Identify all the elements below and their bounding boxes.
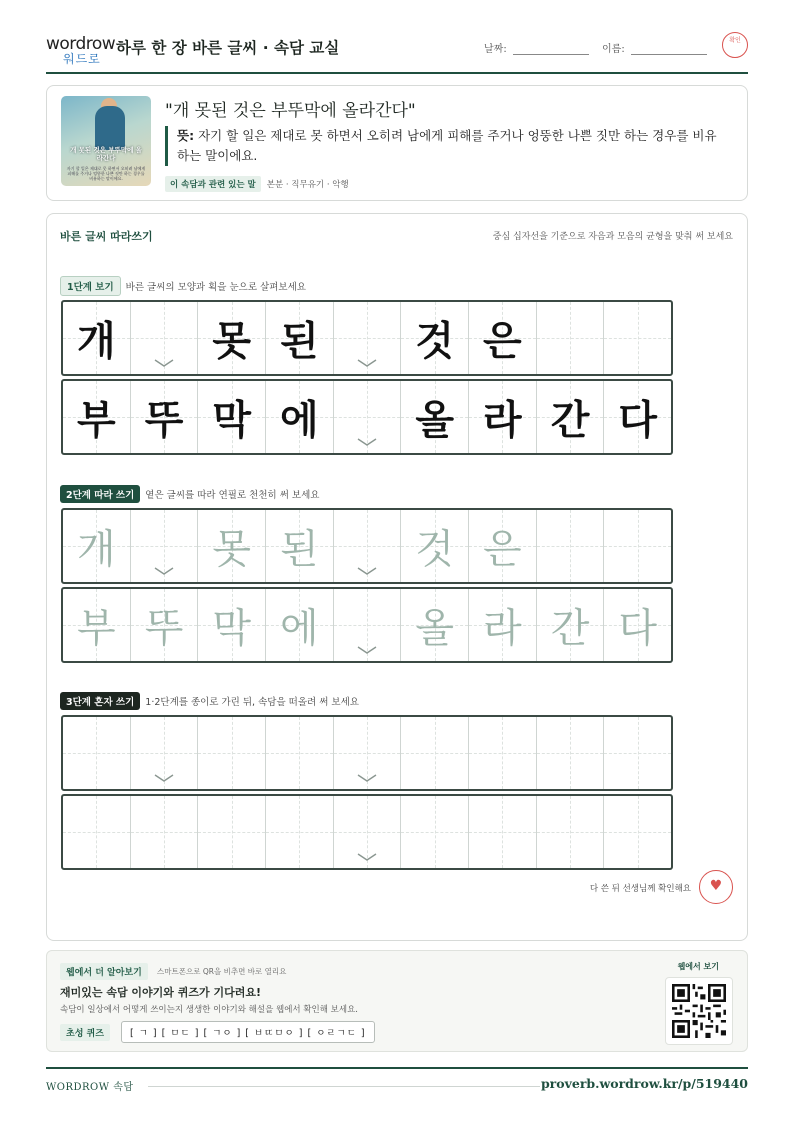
space-mark-icon [356,566,378,576]
writing-cell[interactable] [198,796,266,868]
space-mark-icon [153,566,175,576]
writing-cell[interactable] [469,589,537,661]
writing-cell[interactable] [537,510,605,582]
writing-character: 올 [415,397,455,444]
writing-cell[interactable] [334,510,402,582]
web-headline: 재미있는 속담 이야기와 퀴즈가 기다려요! [60,986,261,999]
heart-stamp-icon: ♥ [699,870,733,904]
writing-cell [469,381,537,453]
meaning-label: 뜻: [177,128,195,143]
writing-character: 개 [77,318,116,365]
proverb-meaning [165,126,725,166]
writing-cell[interactable] [198,717,266,789]
writing-cell[interactable] [198,510,266,582]
writing-cell[interactable] [604,796,671,868]
writing-cell[interactable] [401,589,469,661]
writing-cell[interactable] [469,717,537,789]
qr-label: 웹에서 보기 [677,962,719,971]
writing-character: 부 [77,397,116,444]
practice-section [46,213,748,941]
step2-header [60,485,319,503]
space-mark-icon [356,773,378,783]
writing-cell[interactable] [63,589,131,661]
writing-cell [266,381,334,453]
writing-cell[interactable] [131,796,199,868]
writing-character: 에 [280,605,319,652]
writing-cell [401,302,469,374]
writing-cell [63,381,131,453]
writing-cell[interactable] [604,717,671,789]
writing-character: 못 [212,526,251,573]
writing-character: 막 [212,605,251,652]
web-promo-box [46,950,748,1052]
date-field[interactable] [484,40,589,55]
page-title: 하루 한 장 바른 글씨 · 속담 교실 [116,39,340,57]
date-label: 날짜: [484,44,507,55]
footer-brand: WORDROW 속담 [46,1082,134,1093]
writing-cell [469,302,537,374]
page-footer [46,1067,748,1097]
name-field[interactable] [602,40,707,55]
step1-desc: 바른 글씨의 모양과 획을 눈으로 살펴보세요 [125,282,306,293]
writing-character: 것 [415,318,455,365]
writing-character: 은 [483,526,522,573]
space-mark-icon [153,773,175,783]
writing-cell[interactable] [266,510,334,582]
writing-character: 된 [280,318,319,365]
writing-cell[interactable] [604,510,671,582]
logo-sub-text: 워드로 [63,52,101,66]
qr-code-icon[interactable] [665,977,733,1045]
step2-desc: 옅은 글씨를 따라 연필로 천천히 써 보세요 [145,490,320,501]
writing-character: 라 [483,605,522,652]
proverb-text: "개 못된 것은 부뚜막에 올라간다" [165,101,416,121]
stamp-text: 확인 [729,37,741,44]
writing-cell [131,302,199,374]
step2-badge: 2단계 따라 쓰기 [60,485,140,503]
writing-cell [537,381,605,453]
date-line[interactable] [513,54,589,55]
related-words-list: 본분 · 직무유기 · 악행 [266,180,349,190]
writing-cell [198,381,266,453]
writing-character: 간 [550,397,590,444]
writing-cell [604,381,671,453]
related-label: 이 속담과 관련 있는 말 [165,176,261,192]
writing-character: 개 [77,526,116,573]
writing-cell[interactable] [131,717,199,789]
writing-cell [537,302,605,374]
writing-character: 다 [618,605,658,652]
writing-cell [604,302,671,374]
step3-header [60,692,359,710]
logo-main-text: wordrow [46,34,116,54]
writing-cell[interactable] [334,589,402,661]
writing-cell[interactable] [63,717,131,789]
writing-cell[interactable] [266,796,334,868]
writing-cell[interactable] [401,510,469,582]
writing-character: 뚜 [144,605,184,652]
practice-title: 바른 글씨 따라쓰기 [60,230,153,243]
step1-row1 [61,300,673,376]
writing-cell[interactable] [401,717,469,789]
writing-cell [334,381,402,453]
step3-badge: 3단계 혼자 쓰기 [60,692,140,710]
proverb-illustration [61,96,151,186]
writing-character: 다 [618,397,658,444]
qr-code-graphic [672,984,726,1038]
check-stamp-icon [722,32,748,58]
writing-cell[interactable] [401,796,469,868]
writing-character: 은 [483,318,522,365]
writing-cell[interactable] [469,796,537,868]
writing-cell [131,381,199,453]
writing-cell [266,302,334,374]
writing-character: 것 [415,526,455,573]
writing-character: 못 [212,318,251,365]
space-mark-icon [356,437,378,447]
space-mark-icon [356,645,378,655]
web-badge: 웹에서 더 알아보기 [60,963,148,980]
name-line[interactable] [631,54,707,55]
writing-cell[interactable] [469,510,537,582]
step2-row2[interactable] [61,587,673,663]
writing-character: 부 [77,605,116,652]
step2-row1[interactable] [61,508,673,584]
writing-character: 라 [483,397,522,444]
wordrow-logo [46,34,116,66]
writing-character: 된 [280,526,319,573]
writing-cell[interactable] [604,589,671,661]
teacher-check-text: 다 쓴 뒤 선생님께 확인해요 [589,884,691,894]
writing-cell[interactable] [334,717,402,789]
proverb-card [46,85,748,201]
space-mark-icon [356,852,378,862]
writing-cell[interactable] [266,589,334,661]
page-header [46,28,748,74]
writing-cell [334,302,402,374]
writing-character: 막 [212,397,251,444]
illustration-caption: 개 못된 것은 부뚜막에 올라간다 [70,146,142,162]
writing-character: 간 [550,605,590,652]
space-mark-icon [356,358,378,368]
footer-url-link[interactable]: proverb.wordrow.kr/p/519440 [540,1076,748,1091]
writing-cell [63,302,131,374]
step1-row2 [61,379,673,455]
step1-header [60,276,306,296]
writing-character: 올 [415,605,455,652]
writing-cell[interactable] [537,717,605,789]
quiz-label: 초성 퀴즈 [60,1024,110,1041]
step3-row1[interactable] [61,715,673,791]
writing-cell [198,302,266,374]
web-hint: 스마트폰으로 QR을 비추면 바로 열리요 [157,967,287,976]
writing-cell[interactable] [198,589,266,661]
step1-badge: 1단계 보기 [60,276,121,296]
writing-cell[interactable] [266,717,334,789]
writing-cell [401,381,469,453]
name-label: 이름: [602,44,625,55]
writing-cell[interactable] [131,510,199,582]
writing-cell[interactable] [537,796,605,868]
writing-cell[interactable] [63,510,131,582]
writing-cell[interactable] [537,589,605,661]
writing-cell[interactable] [131,589,199,661]
illustration-fineprint: 자기 할 일은 제대로 못 하면서 오히려 남에게 피해를 주거나 엉뚱한 나쁜 짓만 하는 경우를 비유하는 말이에요. [66,166,146,181]
footer-divider [148,1086,540,1087]
space-mark-icon [153,358,175,368]
writing-character: 뚜 [144,397,184,444]
chosung-quiz: [ ㄱ ] [ ㅁㄷ ] [ ㄱㅇ ] [ ㅂㄸㅁㅇ ] [ ㅇㄹㄱㄷ ] [121,1021,375,1043]
related-words [165,176,349,192]
writing-cell[interactable] [334,796,402,868]
web-description: 속담이 일상에서 어떻게 쓰이는지 생생한 이야기와 해설을 웹에서 확인해 보세요. [60,1005,358,1015]
writing-character: 에 [280,397,319,444]
step3-row2[interactable] [61,794,673,870]
step3-desc: 1·2단계를 종이로 가린 뒤, 속담을 떠올려 써 보세요 [145,697,359,708]
meaning-text: 자기 할 일은 제대로 못 하면서 오히려 남에게 피해를 주거나 엉뚱한 나쁜 짓만 하는 경우를 비유하는 말이에요. [177,128,717,163]
practice-description: 중심 십자선을 기준으로 자음과 모음의 균형을 맞춰 써 보세요 [492,232,733,242]
writing-cell[interactable] [63,796,131,868]
